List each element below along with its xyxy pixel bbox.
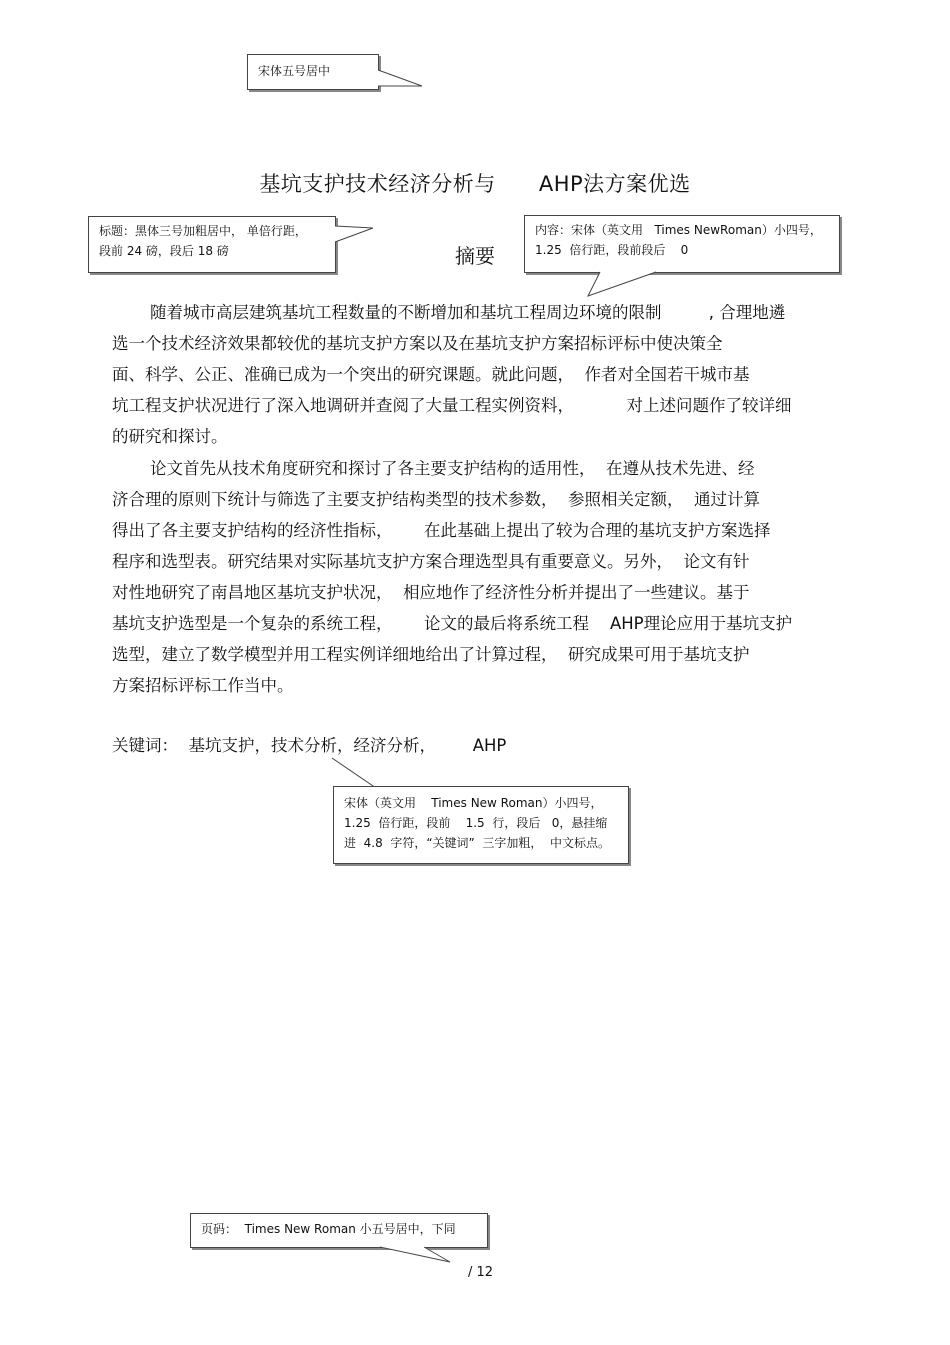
para1-line-4: 坑工程支护状况进行了深入地调研并查阅了大量工程实例资料， 对上述问题作了较详细	[112, 396, 792, 415]
pageno-callout-pointer	[380, 1246, 460, 1266]
document-title: 基坑支护技术经济分析与 AHP法方案优选	[259, 172, 691, 196]
para2-line-3: 得出了各主要支护结构的经济性指标， 在此基础上提出了较为合理的基坑支护方案选择	[112, 521, 771, 540]
content-note-line-1: 内容：宋体（英文用 Times NewRoman）小四号，	[535, 223, 822, 237]
para2-line-4: 程序和选型表。研究结果对实际基坑支护方案合理选型具有重要意义。另外， 论文有针	[112, 552, 750, 571]
keyword-format-callout	[333, 786, 629, 864]
abstract-paragraph-1	[112, 297, 832, 452]
abstract-heading: 摘要	[455, 244, 495, 268]
content-note-line-2: 1.25 倍行距，段前段后 0	[535, 243, 689, 257]
keywords-line: 关键词： 基坑支护，技术分析，经济分析， AHP	[112, 736, 507, 755]
para2-line-5: 对性地研究了南昌地区基坑支护状况， 相应地作了经济性分析并提出了一些建议。基于	[112, 583, 750, 602]
abstract-paragraph-2	[112, 453, 832, 701]
title-note-line-2: 段前 24 磅，段后 18 磅	[99, 244, 229, 258]
para1-line-5: 的研究和探讨。	[112, 427, 228, 446]
para1-line-3: 面、科学、公正、准确已成为一个突出的研究课题。就此问题， 作者对全国若干城市基	[112, 365, 750, 384]
para2-line-2: 济合理的原则下统计与筛选了主要支护结构类型的技术参数， 参照相关定额， 通过计算	[112, 490, 760, 509]
title-note-line-1: 标题：黑体三号加粗居中， 单倍行距，	[99, 224, 307, 238]
pageno-note: 页码： Times New Roman 小五号居中，下同	[201, 1222, 456, 1236]
pageno-format-callout	[190, 1213, 488, 1248]
keyword-note-line-3: 进 4.8 字符，“关键词” 三字加粗， 中文标点。	[344, 836, 611, 850]
para2-line-7: 选型，建立了数学模型并用工程实例详细地给出了计算过程， 研究成果可用于基坑支护	[112, 645, 750, 664]
para2-line-6: 基坑支护选型是一个复杂的系统工程， 论文的最后将系统工程 AHP理论应用于基坑支护	[112, 614, 793, 633]
content-format-callout	[524, 215, 840, 273]
top-format-note: 宋体五号居中	[258, 64, 331, 78]
para1-line-2: 选一个技术经济效果都较优的基坑支护方案以及在基坑支护方案招标评标中使决策全	[112, 334, 723, 353]
top-format-callout	[247, 54, 379, 90]
keyword-note-line-1: 宋体（英文用 Times New Roman）小四号，	[344, 796, 603, 810]
top-callout-pointer	[378, 56, 428, 90]
para2-line-1: 论文首先从技术角度研究和探讨了各主要支护结构的适用性， 在遵从技术先进、经	[150, 459, 755, 478]
keyword-note-line-2: 1.25 倍行距，段前 1.5 行，段后 0，悬挂缩	[344, 816, 608, 830]
para2-line-8: 方案招标评标工作当中。	[112, 676, 294, 695]
keyword-callout-pointer	[330, 756, 450, 790]
page-number: / 12	[468, 1265, 494, 1280]
para1-line-1: 随着城市高层建筑基坑工程数量的不断增加和基坑工程周边环境的限制 , 合理地遴	[150, 303, 786, 322]
content-callout-pointer	[590, 272, 660, 300]
